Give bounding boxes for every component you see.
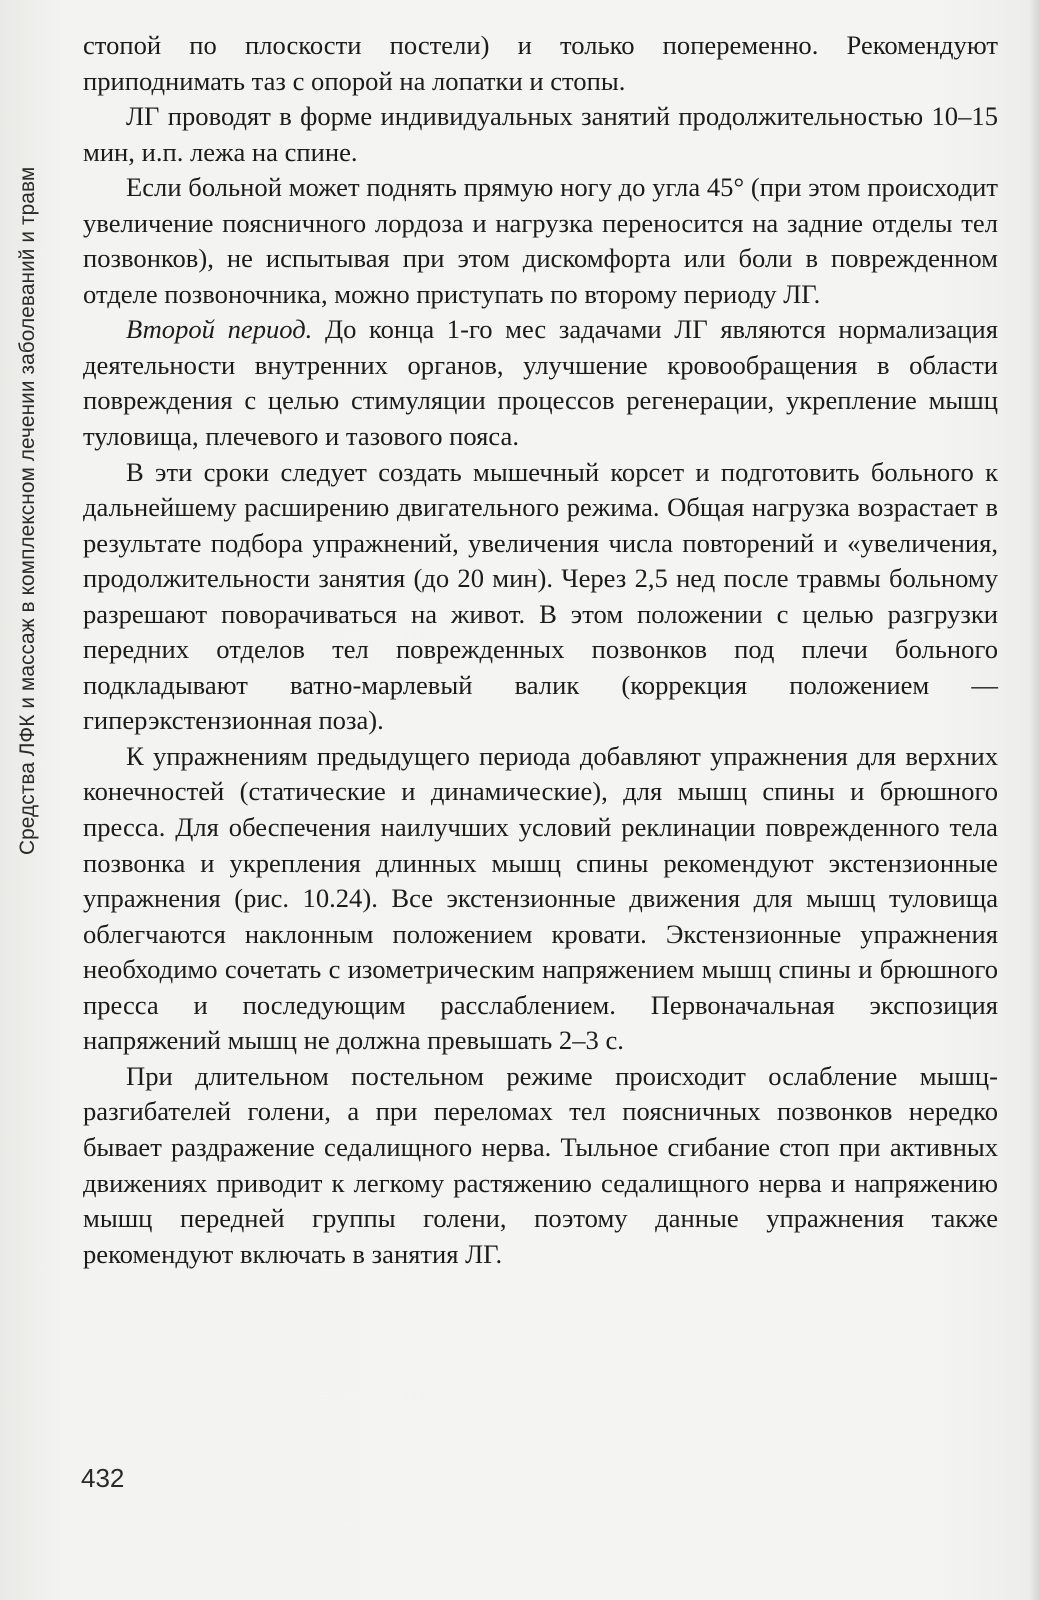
body-text [83, 28, 998, 1272]
paragraph-2: ЛГ проводят в форме индивидуальных занятий продолжительностью 10–15 мин, и.п. лежа на спине. [83, 101, 998, 167]
paragraph-1: стопой по плоскости постели) и только попеременно. Рекомендуют приподнимать таз с опорой на лопатки и стопы. [83, 30, 998, 96]
paragraph-4-text: До конца 1-го мес задачами ЛГ являются нормализация деятельности внутренних органов, улучшение кровообращения в области повреждения с целью стимуляции процессов регенерации, укрепление мышц туловища, плечевого и тазового пояса. [83, 314, 998, 452]
paragraph-6: К упражнениям предыдущего периода добавляют упражнения для верхних конечностей (статические и динамические), для мышц спины и брюшного пресса. Для обеспечения наилучших условий реклинации поврежденного тела позвонка и укрепления длинных мышц спины рекомендуют экстензионные упражнения (рис. 10.24). Все экстензионные движения для мышц туловища облегчаются наклонным положением кровати. Экстензионные упражнения необходимо сочетать с изометрическим напряжением мышц спины и брюшного пресса и последующим расслаблением. Первоначальная экспозиция напряжений мышц не должна превышать 2–3 с. [83, 740, 998, 1056]
paragraph-3: Если больной может поднять прямую ногу до угла 45° (при этом происходит увеличение поясничного лордоза и нагрузка переносится на задние отделы тел позвонков), не испытывая при этом дискомфорта или боли в поврежденном отделе позвоночника, можно приступать по второму периоду ЛГ. [83, 172, 998, 309]
paragraph-4-heading: Второй период. [126, 314, 313, 345]
page-edge-shadow [1029, 0, 1039, 1600]
paragraph-5: В эти сроки следует создать мышечный корсет и подготовить больного к дальнейшему расширению двигательного режима. Общая нагрузка возрастает в результате подбора упражнений, увеличения числа повторений и «увеличения, продолжительности занятия (до 20 мин). Через 2,5 нед после травмы больному разрешают поворачиваться на живот. В этом положении с целью разгрузки передних отделов тел поврежденных позвонков под плечи больного подкладывают ватно-марлевый валик (коррекция положением — гиперэкстензионная поза). [83, 456, 998, 736]
paragraph-4 [83, 312, 998, 454]
page-number: 432 [81, 1463, 125, 1493]
running-head: Средства ЛФК и массаж в комплексном лечении заболеваний и травм [16, 166, 39, 855]
paragraph-7: При длительном постельном режиме происходит ослабление мышц-разгибателей голени, а при переломах тел поясничных позвонков нередко бывает раздражение седалищного нерва. Тыльное сгибание стоп при активных движениях приводит к легкому растяжению седалищного нерва и напряжению мышц передней группы голени, поэтому данные упражнения также рекомендуют включать в занятия ЛГ. [83, 1060, 998, 1269]
